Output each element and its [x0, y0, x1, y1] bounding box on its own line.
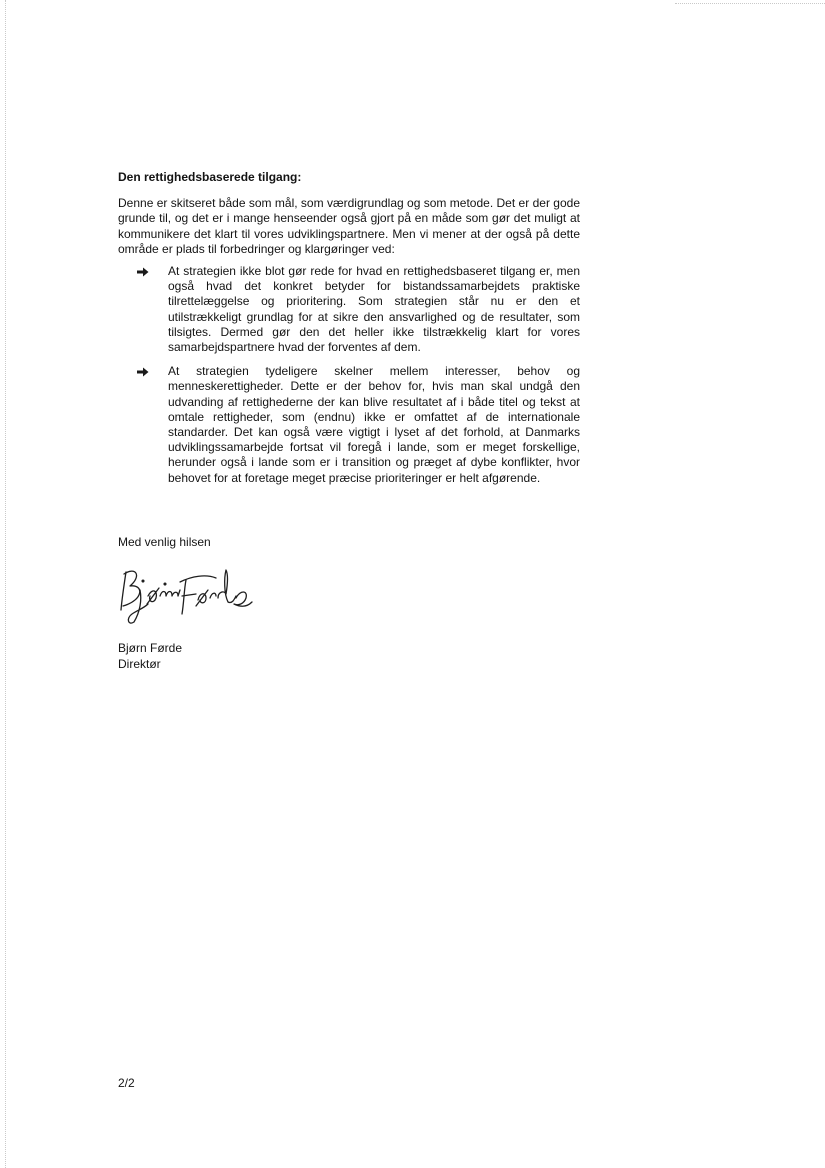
page-number: 2/2	[118, 1076, 135, 1090]
arrow-right-icon	[137, 267, 149, 277]
letter-body	[118, 170, 580, 495]
section-heading: Den rettighedsbaserede tilgang:	[118, 170, 302, 184]
arrow-right-icon	[137, 367, 149, 377]
closing-salutation: Med venlig hilsen	[118, 535, 211, 549]
list-item	[118, 364, 580, 486]
bullet-list	[118, 264, 580, 486]
signer-title: Direktør	[118, 656, 161, 671]
list-item	[118, 264, 580, 355]
signer-block	[118, 641, 182, 672]
signature	[114, 560, 254, 628]
bullet-text: At strategien ikke blot gør rede for hvad en rettighedsbaseret tilgang er, men også hvad det konkret betyder for bistandssamarbejdets praktiske tilrettelæggelse og prioritering. Som strategien står nu er den et utilstrækkeligt grundlag for at sikre den ansvarlighed og de resultater, som tilsigtes. Dermed gør den det heller ikke tilstrækkelig klart for vores samarbejdspartnere hvad der forventes af dem.	[168, 264, 580, 355]
signer-name: Bjørn Førde	[118, 641, 183, 655]
intro-paragraph: Denne er skitseret både som mål, som værdigrundlag og som metode. Det er der gode grunde til, og det er i mange henseender også gjort på en måde som gør det muligt at kommunikere det klart til vores udviklingspartnere. Men vi mener at der også på dette område er plads til forbedringer og klargøringer ved:	[118, 196, 580, 256]
bullet-text: At strategien tydeligere skelner mellem interesser, behov og menneskerettigheder. Dette er der behov for, hvis man skal undgå den udvanding af rettighederne der kan blive resultatet af i både titel og tekst at omtale rettigheder, som (endnu) ikke er omfattet af de internationale standarder. Det kan også være vigtigt i lyset af det forhold, at Danmarks udviklingssamarbejde fortsat vil foregå i lande, som er meget forskellige, herunder også i lande som er i transition og præget af dybe konflikter, hvor behovet for at foretage meget præcise prioriteringer er helt afgørende.	[168, 364, 580, 485]
scan-edge-left	[5, 0, 6, 1168]
scan-edge-top	[675, 3, 825, 4]
